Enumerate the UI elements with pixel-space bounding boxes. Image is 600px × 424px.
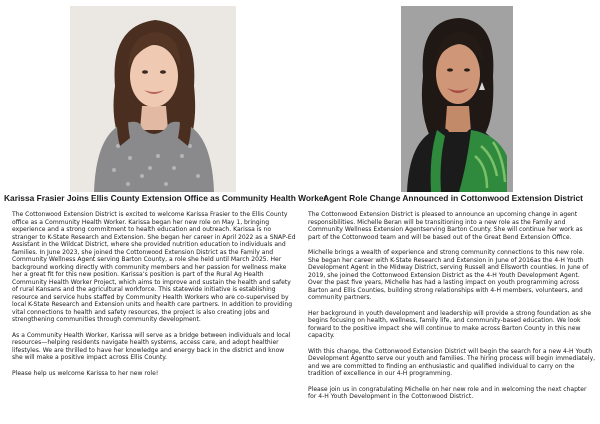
left-article-body — [12, 211, 296, 385]
right-article-body — [308, 211, 596, 409]
right-article-paragraph: With this change, the Cottonwood Extension District will begin the search for a new 4-H Youth Development Agentto serve our youth and families. The hiring process will begin immediately, and we are committed to finding an enthusiastic and qualified individual to carry on the tradition of excellence in our 4-H programming. — [308, 347, 596, 377]
left-article — [4, 0, 327, 424]
left-article-headline: Karissa Frasier Joins Ellis County Extension Office as Community Health Worker — [4, 193, 327, 203]
right-article-paragraph: Please join us in congratulating Michelle on her new role and in welcoming the next chapter for 4-H Youth Development in the Cottonwood District. — [308, 385, 587, 400]
karissa-portrait-photo — [70, 6, 236, 192]
right-article — [305, 0, 600, 424]
right-article-headline: Agent Role Change Announced in Cottonwood Extension District — [323, 193, 583, 203]
right-article-paragraph: Her background in youth development and leadership will provide a strong foundation as she begins focusing on health, wellness, family life, and community-based education. We look forward to the positive impact she will continue to make across Barton County in this new capacity. — [308, 309, 592, 339]
left-article-paragraph: The Cottonwood Extension District is excited to welcome Karissa Frasier to the Ellis County office as a Community Health Worker. Karissa began her new role on May 1, bringing experience and a strong commitment to health education and outreach. Karissa is no stranger to K-State Research and Extension. She began her career in April 2022 as a SNAP-Ed Assistant in the Wildcat District, where she provided nutrition education to individuals and families. In June 2023, she joined the Cottonwood Extension District as the Family and Community Wellness Agent serving Barton County, a role she held until March 2025. Her background working directly with community members and her passion for wellness make her a great fit for this new position. Karissa’s position is part of the Rural Ag Health Community Health Worker Project, which aims to improve and sustain the health and safety of rural Kansans and the agricultural workforce. This statewide initiative is establishing resource and service hubs staffed by Community Health Workers who are co-supervised by local K-State Research and Extension units and health care partners. In addition to providing vital connections to health and safety resources, the project is also creating jobs and strengthening communities through community development. — [12, 211, 296, 323]
left-article-paragraph: Please help us welcome Karissa to her new role! — [12, 369, 159, 377]
right-article-paragraph: The Cottonwood Extension District is pleased to announce an upcoming change in agent responsibilities. Michelle Beran will be transitioning into a new role as the Family and Community Wellness Extension Agentserving Barton County. She will continue her work as part of the Cottonwood team and will be based out of the Great Bend Extension Office. — [308, 211, 583, 241]
left-article-paragraph: As a Community Health Worker, Karissa will serve as a bridge between individuals and local resources—helping residents navigate health systems, access care, and adopt healthier lifestyles. We are thrilled to have her knowledge and energy back in the district and know she will make a positive impact across Ellis County. — [12, 331, 291, 361]
michelle-portrait-photo — [401, 6, 513, 192]
right-article-paragraph: Michelle brings a wealth of experience and strong community connections to this new role. She began her career with K-State Research and Extension in June of 2016as the 4-H Youth Development Agent in the Midway District, serving Russell and Ellsworth counties. In June of 2019, she joined the Cottonwood Extension District as the 4-H Youth Development Agent. Over the past five years, Michelle has had a lasting impact on youth programming across Barton and Ellis Counties, building strong relationships with 4-H members, volunteers, and community partners. — [308, 249, 589, 301]
